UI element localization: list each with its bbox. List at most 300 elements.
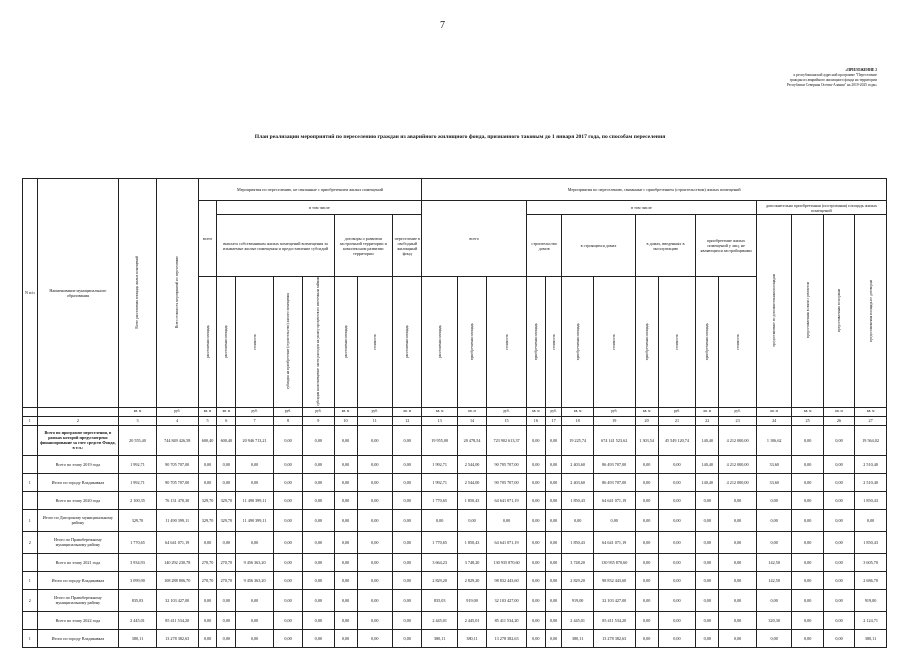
value-cell: 0,00 bbox=[526, 531, 545, 553]
value-cell: 20 946 713,21 bbox=[236, 425, 274, 455]
document-title: План реализации мероприятий по переселению граждан из аварийного жилищного фонда, признанного таковым до 1 января 2017 года, по способам переселения bbox=[254, 134, 666, 140]
value-cell: 0,00 bbox=[457, 509, 486, 531]
row-number bbox=[23, 611, 38, 629]
value-cell: 3 934,93 bbox=[119, 553, 157, 571]
value-cell: 270,70 bbox=[198, 553, 217, 571]
value-cell: 0,00 bbox=[303, 491, 334, 509]
value-cell: 0,00 bbox=[393, 491, 422, 509]
value-cell: 0,00 bbox=[198, 455, 217, 473]
header-col-area: расселяемая площадь bbox=[217, 277, 236, 408]
value-cell: 0,00 bbox=[357, 455, 393, 473]
header-e1: предоставление по дополнительным площадям bbox=[756, 215, 792, 408]
value-cell: 0,00 bbox=[719, 509, 757, 531]
value-cell: 380,11 bbox=[119, 629, 157, 647]
value-cell: 0,00 bbox=[756, 589, 792, 611]
value-cell: 0,00 bbox=[792, 531, 823, 553]
value-cell: 0,00 bbox=[303, 553, 334, 571]
value-cell: 1 850,43 bbox=[457, 531, 486, 553]
value-cell: 1 992,71 bbox=[422, 455, 458, 473]
value-cell: 0,00 bbox=[792, 509, 823, 531]
value-cell: 0,00 bbox=[526, 425, 545, 455]
row-municipality: Всего по программе переселения, в рамках которой предусмотрено финансирование за счет средств Фонда, в т.ч.: bbox=[37, 425, 119, 455]
value-cell: 0,00 bbox=[334, 629, 357, 647]
value-cell: 600,40 bbox=[198, 425, 217, 455]
row-municipality: Итого по Дигорскому муниципальному району bbox=[37, 509, 119, 531]
column-number-cell: 26 bbox=[823, 416, 854, 425]
column-number-cell: 27 bbox=[855, 416, 887, 425]
unit-cell: кв. м bbox=[855, 407, 887, 416]
column-number-cell: 5 bbox=[198, 416, 217, 425]
header-b-buy-building: в строящихся домах bbox=[562, 215, 635, 277]
value-cell: 2 445,01 bbox=[422, 611, 458, 629]
header-col-cost: стоимость bbox=[357, 277, 393, 408]
value-cell: 19 564,02 bbox=[855, 425, 887, 455]
row-municipality: Итого по городу Владикавказ bbox=[37, 629, 119, 647]
unit-cell: кв. м bbox=[635, 407, 658, 416]
header-group-a: Мероприятия по переселению, не связанные с приобретением жилых помещений bbox=[198, 179, 422, 201]
value-cell: 11 490 399,11 bbox=[236, 491, 274, 509]
value-cell: 0,00 bbox=[334, 491, 357, 509]
value-cell: 0,00 bbox=[823, 589, 854, 611]
value-cell: 0,00 bbox=[696, 629, 719, 647]
value-cell: 0,00 bbox=[273, 425, 302, 455]
value-cell: 0,00 bbox=[696, 571, 719, 589]
unit-cell bbox=[37, 407, 119, 416]
value-cell: 11 490 399,11 bbox=[156, 509, 198, 531]
value-cell: 0,00 bbox=[273, 491, 302, 509]
value-cell: 1 850,43 bbox=[562, 491, 593, 509]
value-cell: 0,00 bbox=[823, 455, 854, 473]
value-cell: 90 705 707,00 bbox=[487, 473, 527, 491]
value-cell: 270,70 bbox=[217, 571, 236, 589]
value-cell: 0,00 bbox=[696, 553, 719, 571]
value-cell: 2 403,60 bbox=[562, 473, 593, 491]
row-municipality: Итого по городу Владикавказ bbox=[37, 571, 119, 589]
value-cell: 140,40 bbox=[696, 455, 719, 473]
value-cell: 90 705 707,00 bbox=[156, 473, 198, 491]
value-cell: 0,00 bbox=[236, 629, 274, 647]
value-cell: 19 955,00 bbox=[422, 425, 458, 455]
value-cell: 1 770,65 bbox=[422, 491, 458, 509]
unit-cell: кв. м bbox=[393, 407, 422, 416]
value-cell: 0,00 bbox=[545, 455, 562, 473]
column-number-cell: 9 bbox=[303, 416, 334, 425]
value-cell: 0,00 bbox=[334, 611, 357, 629]
value-cell: 2 445,01 bbox=[562, 611, 593, 629]
value-cell: 0,00 bbox=[526, 509, 545, 531]
value-cell: 0,00 bbox=[273, 455, 302, 473]
row-municipality: Всего по этапу 2021 года bbox=[37, 553, 119, 571]
value-cell: 2 445,01 bbox=[457, 611, 486, 629]
value-cell: 0,00 bbox=[545, 571, 562, 589]
value-cell: 2 445,01 bbox=[119, 611, 157, 629]
value-cell: 0,00 bbox=[635, 509, 658, 531]
appendix-line: Республики Северная Осетия-Алания" на 2019-2025 годы» bbox=[786, 83, 877, 87]
header-col-cost: стоимость bbox=[658, 277, 696, 408]
value-cell: 1 992,71 bbox=[119, 455, 157, 473]
value-cell: 0,00 bbox=[526, 553, 545, 571]
plan-table-wrapper bbox=[22, 178, 887, 641]
value-cell: 0,00 bbox=[236, 611, 274, 629]
appendix-line: к республиканской адресной программе "Переселение bbox=[793, 73, 877, 77]
value-cell: 0,00 bbox=[393, 473, 422, 491]
column-number-cell: 11 bbox=[357, 416, 393, 425]
unit-cell: кв. м bbox=[334, 407, 357, 416]
value-cell: 380,11 bbox=[562, 629, 593, 647]
value-cell: 0,00 bbox=[823, 611, 854, 629]
value-cell: 3 099,90 bbox=[119, 571, 157, 589]
unit-cell: кв. м bbox=[792, 407, 823, 416]
value-cell: 0,00 bbox=[198, 531, 217, 553]
value-cell: 0,00 bbox=[823, 553, 854, 571]
value-cell: 0,00 bbox=[756, 629, 792, 647]
column-number-cell: 20 bbox=[635, 416, 658, 425]
unit-cell: руб. bbox=[719, 407, 757, 416]
value-cell: 1 850,43 bbox=[855, 531, 887, 553]
value-cell: 0,00 bbox=[526, 589, 545, 611]
value-cell: 0,00 bbox=[303, 455, 334, 473]
value-cell: 140,40 bbox=[696, 425, 719, 455]
value-cell: 0,00 bbox=[334, 553, 357, 571]
value-cell: 0,00 bbox=[198, 611, 217, 629]
value-cell: 329,70 bbox=[198, 509, 217, 531]
unit-cell: руб. bbox=[487, 407, 527, 416]
value-cell: 9 456 363,20 bbox=[236, 553, 274, 571]
value-cell: 13 278 382,63 bbox=[593, 629, 635, 647]
header-col-purch-area: приобретаемая площадь bbox=[635, 277, 658, 408]
header-a-sub2: договоры о развитии застроенной территории и комплексном развитии территории bbox=[334, 215, 393, 277]
header-e3: предоставленная по нормам bbox=[823, 215, 854, 408]
column-number-cell: 19 bbox=[593, 416, 635, 425]
value-cell: 20 478,54 bbox=[457, 425, 486, 455]
value-cell: 0,00 bbox=[545, 491, 562, 509]
table-row bbox=[23, 531, 887, 553]
value-cell: 0,00 bbox=[334, 509, 357, 531]
header-a-sub3: переселение в свободный жилищный фонд bbox=[393, 215, 422, 277]
value-cell: 85 411 534,20 bbox=[156, 611, 198, 629]
row-number: 1 bbox=[23, 473, 38, 491]
value-cell: 0,00 bbox=[334, 473, 357, 491]
value-cell: 329,70 bbox=[217, 491, 236, 509]
value-cell: 0,00 bbox=[792, 425, 823, 455]
value-cell: 0,00 bbox=[273, 589, 302, 611]
unit-cell: кв. м bbox=[198, 407, 217, 416]
header-b-buy-other: приобретение жилых помещений у лиц, не являющихся застройщиками bbox=[696, 215, 757, 277]
value-cell: 2 100,35 bbox=[119, 491, 157, 509]
value-cell: 0,00 bbox=[658, 455, 696, 473]
table-row bbox=[23, 553, 887, 571]
column-number-cell: 3 bbox=[119, 416, 157, 425]
value-cell: 0,00 bbox=[303, 611, 334, 629]
value-cell: 142,50 bbox=[756, 571, 792, 589]
value-cell: 108 288 806,70 bbox=[156, 571, 198, 589]
unit-cell: руб. bbox=[236, 407, 274, 416]
appendix-label: «ПРИЛОЖЕНИЕ 2 bbox=[845, 68, 877, 72]
header-b-buy-built: в домах, введенных в эксплуатацию bbox=[635, 215, 696, 277]
value-cell: 140,40 bbox=[696, 473, 719, 491]
value-cell: 0,00 bbox=[792, 629, 823, 647]
value-cell: 0,00 bbox=[719, 571, 757, 589]
value-cell: 380,11 bbox=[422, 629, 458, 647]
value-cell: 85 411 534,20 bbox=[593, 611, 635, 629]
value-cell: 0,00 bbox=[792, 611, 823, 629]
value-cell: 0,00 bbox=[756, 509, 792, 531]
value-cell: 0,00 bbox=[635, 629, 658, 647]
value-cell: 0,00 bbox=[719, 531, 757, 553]
column-number-cell: 15 bbox=[487, 416, 527, 425]
header-col-cost: стоимость bbox=[593, 277, 635, 408]
value-cell: 0,00 bbox=[635, 589, 658, 611]
row-municipality: Всего по этапу 2019 года bbox=[37, 455, 119, 473]
units-row bbox=[23, 407, 887, 416]
value-cell: 0,00 bbox=[823, 571, 854, 589]
value-cell: 3 664,23 bbox=[422, 553, 458, 571]
value-cell: 0,00 bbox=[855, 509, 887, 531]
value-cell: 4 212 000,00 bbox=[719, 455, 757, 473]
value-cell: 3 605,70 bbox=[855, 553, 887, 571]
unit-cell: кв. м bbox=[422, 407, 458, 416]
row-number bbox=[23, 491, 38, 509]
value-cell: 0,00 bbox=[303, 425, 334, 455]
value-cell: 0,00 bbox=[236, 531, 274, 553]
appendix-note bbox=[709, 68, 877, 88]
value-cell: 0,00 bbox=[357, 509, 393, 531]
table-row bbox=[23, 629, 887, 647]
value-cell: 0,00 bbox=[823, 509, 854, 531]
value-cell: 4 212 000,00 bbox=[719, 473, 757, 491]
value-cell: 0,00 bbox=[526, 491, 545, 509]
value-cell: 0,00 bbox=[792, 491, 823, 509]
value-cell: 0,00 bbox=[273, 473, 302, 491]
column-number-cell: 10 bbox=[334, 416, 357, 425]
value-cell: 0,00 bbox=[303, 629, 334, 647]
value-cell: 0,00 bbox=[792, 571, 823, 589]
value-cell: 0,00 bbox=[357, 611, 393, 629]
value-cell: 0,00 bbox=[357, 571, 393, 589]
value-cell: 0,00 bbox=[303, 473, 334, 491]
column-number-cell: 6 bbox=[217, 416, 236, 425]
header-total-cost: Всего стоимость мероприятий по переселению bbox=[156, 179, 198, 408]
value-cell: 0,00 bbox=[273, 629, 302, 647]
table-row bbox=[23, 455, 887, 473]
value-cell: 0,00 bbox=[236, 455, 274, 473]
value-cell: 2 124,71 bbox=[855, 611, 887, 629]
value-cell: 270,70 bbox=[198, 571, 217, 589]
unit-cell: кв. м bbox=[217, 407, 236, 416]
unit-cell: кв. м bbox=[526, 407, 545, 416]
value-cell: 0,00 bbox=[334, 589, 357, 611]
value-cell: 0,00 bbox=[635, 473, 658, 491]
table-row bbox=[23, 589, 887, 611]
value-cell: 0,00 bbox=[303, 571, 334, 589]
plan-table bbox=[22, 178, 887, 648]
header-col-area: расселяемая площадь bbox=[198, 277, 217, 408]
value-cell: 0,00 bbox=[719, 611, 757, 629]
value-cell: 0,00 bbox=[217, 629, 236, 647]
value-cell: 329,70 bbox=[198, 491, 217, 509]
column-numbers-row bbox=[23, 416, 887, 425]
value-cell: 0,00 bbox=[303, 589, 334, 611]
value-cell: 0,00 bbox=[823, 531, 854, 553]
value-cell: 0,00 bbox=[273, 571, 302, 589]
value-cell: 0,00 bbox=[217, 455, 236, 473]
column-number-cell: 14 bbox=[457, 416, 486, 425]
value-cell: 0,00 bbox=[217, 473, 236, 491]
unit-cell: руб. bbox=[273, 407, 302, 416]
value-cell: 0,00 bbox=[635, 531, 658, 553]
value-cell: 1 770,65 bbox=[422, 531, 458, 553]
row-municipality: Итого по городу Владикавказ bbox=[37, 473, 119, 491]
value-cell: 0,00 bbox=[635, 553, 658, 571]
value-cell: 0,00 bbox=[422, 509, 458, 531]
row-number: 2 bbox=[23, 589, 38, 611]
header-col-purch-area: приобретаемая площадь bbox=[696, 277, 719, 408]
row-municipality: Итого по Правобережному муниципальному району bbox=[37, 589, 119, 611]
value-cell: 0,00 bbox=[303, 531, 334, 553]
value-cell: 2 403,60 bbox=[562, 455, 593, 473]
unit-cell: руб. bbox=[593, 407, 635, 416]
value-cell: 0,00 bbox=[635, 491, 658, 509]
value-cell: 329,70 bbox=[217, 509, 236, 531]
column-number-cell: 21 bbox=[658, 416, 696, 425]
value-cell: 0,00 bbox=[334, 571, 357, 589]
unit-cell: руб. bbox=[658, 407, 696, 416]
value-cell: 76 131 470,30 bbox=[156, 491, 198, 509]
table-row bbox=[23, 509, 887, 531]
value-cell: 0,00 bbox=[545, 531, 562, 553]
value-cell: 0,00 bbox=[696, 611, 719, 629]
value-cell: 0,00 bbox=[357, 531, 393, 553]
table-row bbox=[23, 611, 887, 629]
header-col-area: расселяемая площадь bbox=[422, 277, 458, 408]
value-cell: 380,11 bbox=[457, 629, 486, 647]
unit-cell bbox=[23, 407, 38, 416]
appendix-line: граждан из аварийного жилищного фонда на территории bbox=[789, 78, 877, 82]
column-number-cell: 13 bbox=[422, 416, 458, 425]
plan-table-body bbox=[23, 425, 887, 647]
value-cell: 0,00 bbox=[658, 473, 696, 491]
value-cell: 0,00 bbox=[823, 425, 854, 455]
unit-cell: кв. м bbox=[562, 407, 593, 416]
unit-cell: руб. bbox=[303, 407, 334, 416]
header-a-including: в том числе bbox=[217, 201, 422, 215]
value-cell: 98 832 443,60 bbox=[593, 571, 635, 589]
value-cell: 835,03 bbox=[422, 589, 458, 611]
value-cell: 0,00 bbox=[526, 611, 545, 629]
column-number-cell: 24 bbox=[756, 416, 792, 425]
value-cell: 380,11 bbox=[855, 629, 887, 647]
value-cell: 0,00 bbox=[393, 589, 422, 611]
value-cell: 0,00 bbox=[562, 509, 593, 531]
value-cell: 33,60 bbox=[756, 473, 792, 491]
value-cell: 0,00 bbox=[393, 455, 422, 473]
value-cell: 919,00 bbox=[457, 589, 486, 611]
row-municipality: Всего по этапу 2020 года bbox=[37, 491, 119, 509]
value-cell: 0,00 bbox=[696, 509, 719, 531]
value-cell: 130 935 870,60 bbox=[487, 553, 527, 571]
value-cell: 835,03 bbox=[119, 589, 157, 611]
value-cell: 32 103 427,00 bbox=[593, 589, 635, 611]
header-a-sub1: выплата собственникам жилых помещений возмещения за изымаемые жилые помещения и предоставление субсидий bbox=[217, 215, 334, 277]
value-cell: 744 849 426,58 bbox=[156, 425, 198, 455]
value-cell: 320,30 bbox=[756, 611, 792, 629]
column-number-cell: 2 bbox=[37, 416, 119, 425]
header-n: N п/п bbox=[23, 179, 38, 408]
value-cell: 45 549 120,74 bbox=[658, 425, 696, 455]
value-cell: 0,00 bbox=[823, 473, 854, 491]
value-cell: 64 641 071,19 bbox=[593, 531, 635, 553]
value-cell: 0,00 bbox=[393, 531, 422, 553]
column-number-cell: 7 bbox=[236, 416, 274, 425]
header-a-total: всего bbox=[198, 201, 217, 277]
value-cell: 270,70 bbox=[217, 553, 236, 571]
value-cell: 0,00 bbox=[393, 425, 422, 455]
value-cell: 0,00 bbox=[635, 455, 658, 473]
value-cell: 0,00 bbox=[792, 473, 823, 491]
value-cell: 329,70 bbox=[119, 509, 157, 531]
header-col-purch-area: приобретаемая площадь bbox=[526, 277, 545, 408]
value-cell: 1 106,62 bbox=[756, 425, 792, 455]
value-cell: 2 829,20 bbox=[422, 571, 458, 589]
header-group-b: Мероприятия по переселению, связанные с приобретением (строительством) жилых помещений bbox=[422, 179, 887, 201]
value-cell: 0,00 bbox=[658, 553, 696, 571]
unit-cell: кв. м bbox=[696, 407, 719, 416]
header-col-area: расселяемая площадь bbox=[393, 277, 422, 408]
unit-cell: руб. bbox=[357, 407, 393, 416]
header-col-cost: стоимость bbox=[236, 277, 274, 408]
value-cell: 0,00 bbox=[357, 425, 393, 455]
value-cell: 13 278 382,63 bbox=[487, 629, 527, 647]
header-e4: предоставляемая площадь по договорам bbox=[855, 215, 887, 408]
value-cell: 0,00 bbox=[526, 473, 545, 491]
value-cell: 0,00 bbox=[273, 611, 302, 629]
row-number: 1 bbox=[23, 509, 38, 531]
value-cell: 0,00 bbox=[545, 509, 562, 531]
value-cell: 0,00 bbox=[696, 531, 719, 553]
value-cell: 0,00 bbox=[217, 531, 236, 553]
header-total-area: Всего расселяемая площадь жилых помещений bbox=[119, 179, 157, 408]
value-cell: 130 935 870,60 bbox=[593, 553, 635, 571]
value-cell: 0,00 bbox=[658, 531, 696, 553]
value-cell: 4 212 000,00 bbox=[719, 425, 757, 455]
value-cell: 0,00 bbox=[719, 589, 757, 611]
page-number: 7 bbox=[440, 20, 445, 31]
value-cell: 0,00 bbox=[696, 589, 719, 611]
value-cell: 32 103 427,00 bbox=[156, 589, 198, 611]
value-cell: 0,00 bbox=[696, 491, 719, 509]
row-municipality: Итого по Правобережному муниципальному району bbox=[37, 531, 119, 553]
header-col-subsidy: субсидия на возмещение части расходов на уплату процентов по ипотечным займам bbox=[303, 277, 334, 408]
value-cell: 9 456 363,20 bbox=[236, 571, 274, 589]
header-col-purch-area: приобретаемая площадь bbox=[562, 277, 593, 408]
value-cell: 0,00 bbox=[393, 611, 422, 629]
value-cell: 0,00 bbox=[658, 629, 696, 647]
value-cell: 0,00 bbox=[236, 473, 274, 491]
value-cell: 1 770,65 bbox=[119, 531, 157, 553]
value-cell: 0,00 bbox=[236, 589, 274, 611]
table-row bbox=[23, 491, 887, 509]
value-cell: 0,00 bbox=[526, 571, 545, 589]
value-cell: 0,00 bbox=[658, 509, 696, 531]
column-number-cell: 23 bbox=[719, 416, 757, 425]
value-cell: 0,00 bbox=[792, 553, 823, 571]
value-cell: 0,00 bbox=[217, 589, 236, 611]
value-cell: 0,00 bbox=[487, 509, 527, 531]
value-cell: 0,00 bbox=[756, 491, 792, 509]
value-cell: 33,60 bbox=[756, 455, 792, 473]
table-row bbox=[23, 425, 887, 455]
value-cell: 0,00 bbox=[273, 553, 302, 571]
